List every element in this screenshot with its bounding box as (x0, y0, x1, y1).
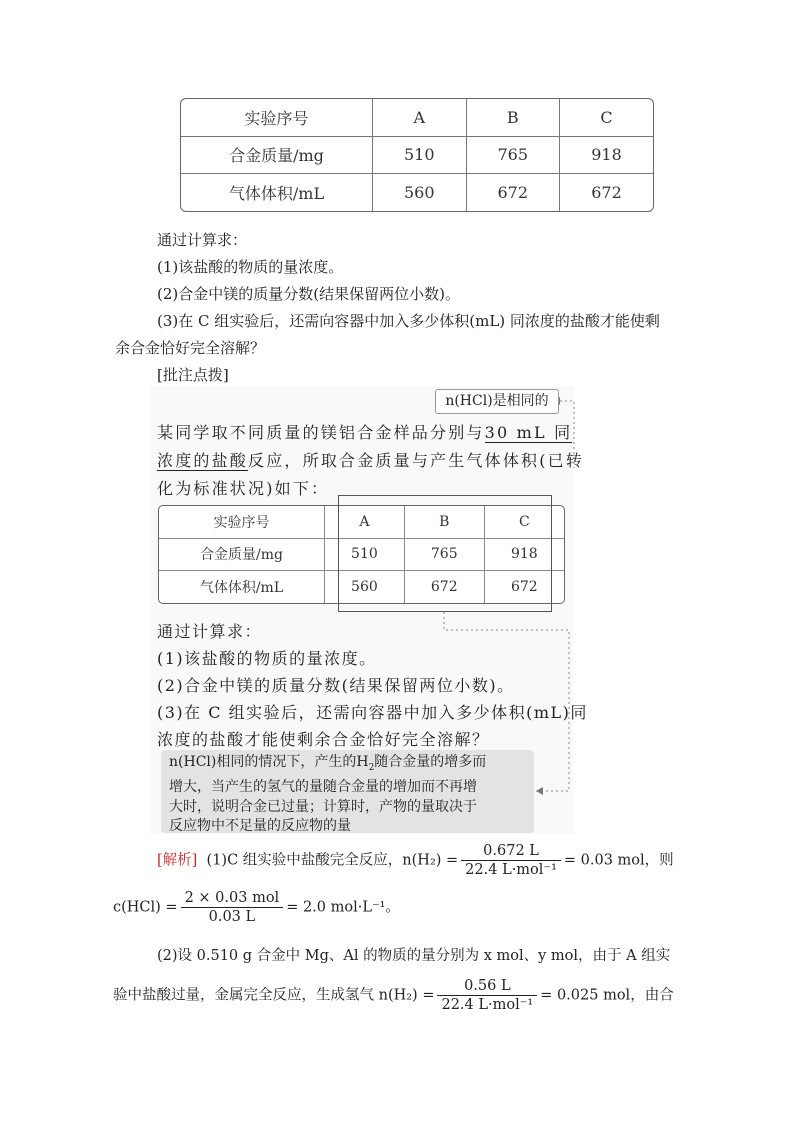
annotation-note-bottom (161, 750, 534, 833)
solution-text: = 0.03 mol，则 (563, 852, 674, 869)
note-text: 随合金量的增多而 (374, 754, 487, 770)
fraction-denominator: 22.4 L·mol⁻¹ (465, 862, 557, 878)
fraction-numerator: 0.672 L (461, 843, 561, 861)
table-cell: 672 (484, 571, 564, 603)
table-cell: 765 (466, 136, 560, 174)
table-cell: 510 (325, 538, 405, 571)
table-cell: 918 (560, 136, 654, 174)
solution-text: = 0.025 mol，由合 (540, 987, 674, 1004)
table-header-cell: C (484, 506, 564, 538)
solution-label: [解析] (157, 852, 198, 869)
paragraph-text: 反应，所取合金质量与产生气体体积(已转 (248, 451, 585, 470)
note-text: 增大，当产生的氢气的量随合金量的增加而不再增 (169, 779, 477, 796)
annotated-paragraph-line2 (157, 448, 584, 471)
question-3-line2: 余合金恰好完全溶解？ (115, 339, 266, 357)
annotated-question-1: (1)该盐酸的物质的量浓度。 (157, 649, 377, 668)
table-cell: 560 (325, 571, 405, 603)
table-header-cell: A (373, 99, 467, 136)
annotated-paragraph-line3: 化为标准状况)如下： (157, 479, 330, 498)
paragraph-text: 某同学取不同质量的镁铝合金样品分别与 (157, 423, 485, 442)
table-header-cell: B (466, 99, 560, 136)
table-cell: 气体体积/mL (159, 571, 325, 603)
solution-line4 (113, 978, 674, 1013)
annotation-note-top: n(HCl)是相同的 (435, 389, 559, 414)
fraction-numerator: 0.56 L (437, 978, 537, 996)
question-intro: 通过计算求： (157, 231, 248, 249)
fraction-denominator: 22.4 L·mol⁻¹ (441, 997, 534, 1013)
table-header-cell: A (325, 506, 405, 538)
table-header-cell: 实验序号 (159, 506, 325, 538)
table-cell: 918 (484, 538, 564, 571)
table-cell: 672 (466, 174, 560, 211)
note-text: n(HCl)相同的情况下，产生的H (169, 754, 369, 770)
question-2: (2)合金中镁的质量分数(结果保留两位小数)。 (157, 285, 460, 303)
solution-line2 (113, 890, 400, 925)
solution-text: n(H₂) = (402, 852, 459, 869)
table-cell: 合金质量/mg (181, 136, 373, 174)
table-cell: 765 (404, 538, 484, 571)
fraction (437, 978, 537, 1013)
annotated-question-3-line1: (3)在 C 组实验后，还需向容器中加入多少体积(mL)同 (157, 703, 588, 722)
underlined-phrase: 浓度的盐酸 (157, 451, 249, 470)
table-cell: 气体体积/mL (181, 174, 373, 211)
annotated-question-3-line2: 浓度的盐酸才能使剩余合金恰好完全溶解？ (157, 730, 490, 749)
annotated-intro: 通过计算求： (157, 622, 263, 641)
annotated-question-2: (2)合金中镁的质量分数(结果保留两位小数)。 (157, 676, 515, 695)
table-cell: 合金质量/mg (159, 538, 325, 571)
note-text: 大时，说明合金已过量；计算时，产物的量取决于 (169, 798, 477, 815)
table-cell: 560 (373, 174, 467, 211)
question-1: (1)该盐酸的物质的量浓度。 (157, 258, 344, 276)
note-text: 反应物中不足量的反应物的量 (169, 818, 351, 835)
table-header-cell: C (560, 99, 654, 136)
solution-text: 验中盐酸过量，金属完全反应，生成氢气 n(H₂) = (113, 987, 435, 1004)
solution-text: (1)C 组实验中盐酸完全反应， (206, 852, 403, 869)
solution-text: = 2.0 mol·L⁻¹。 (286, 899, 400, 916)
fraction-denominator: 0.03 L (208, 909, 256, 925)
underlined-phrase: 30 mL 同 (484, 423, 573, 442)
table-header-cell: B (404, 506, 484, 538)
highlight-box (338, 495, 552, 612)
solution-text: c(HCl) = (113, 899, 178, 916)
fraction (461, 843, 561, 878)
fraction (181, 890, 284, 925)
table-cell: 672 (560, 174, 654, 211)
fraction-numerator: 2 × 0.03 mol (181, 890, 284, 908)
question-3-line1: (3)在 C 组实验后，还需向容器中加入多少体积(mL) 同浓度的盐酸才能使剩 (157, 312, 660, 330)
table-cell: 510 (373, 136, 467, 174)
comment-heading: [批注点拨] (157, 366, 229, 384)
table-cell: 672 (404, 571, 484, 603)
solution-line3: (2)设 0.510 g 合金中 Mg、Al 的物质的量分别为 x mol、y mol，由于 A 组实 (157, 948, 671, 964)
note-subscript: 2 (368, 762, 375, 773)
table-header-cell: 实验序号 (181, 99, 373, 136)
annotated-paragraph-line1 (157, 420, 572, 443)
solution-line1 (157, 843, 674, 878)
